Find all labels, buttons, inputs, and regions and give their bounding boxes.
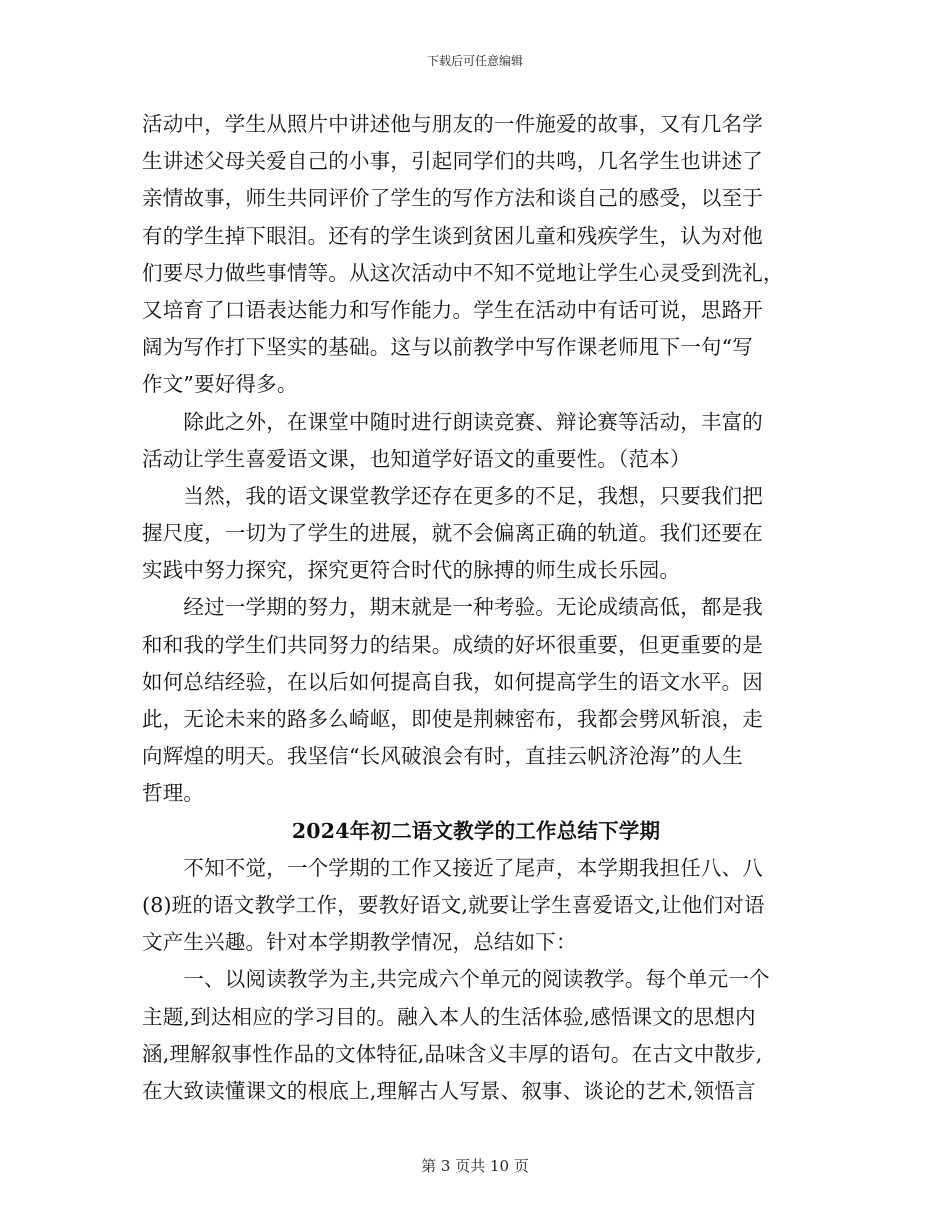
text-line: 实践中努力探究，探究更符合时代的脉搏的师生成长乐园。 [142,558,681,583]
text-line: 此，无论未来的路多么崎岖，即使是荆棘密布，我都会劈风斩浪，走 [142,707,763,731]
text-line: 向辉煌的明天。我坚信“长风破浪会有时，直挂云帆济沧海”的人生 [142,744,743,769]
text-line: 活动让学生喜爱语文课，也知道学好语文的重要性。（范本） [142,446,691,471]
page-header: 下载后可任意编辑 [426,54,523,68]
text-line: 和和我的学生们共同努力的结果。成绩的好坏很重要，但更重要的是 [142,632,763,657]
text-line: 当然，我的语文课堂教学还存在更多的不足，我想，只要我们把 [142,483,763,508]
text-line: 如何总结经验，在以后如何提高自我，如何提高学生的语文水平。因 [142,669,763,694]
text-line: 握尺度，一切为了学生的进展，就不会偏离正确的轨道。我们还要在 [142,521,763,546]
text-line: 不知不觉，一个学期的工作又接近了尾声，本学期我担任八、八 [142,855,763,880]
section-title: 2024年初二语文教学的工作总结下学期 [291,818,661,843]
text-line: 活动中，学生从照片中讲述他与朋友的一件施爱的故事，又有几名学 [142,112,763,136]
text-line: 在大致读懂课文的根底上,理解古人写景、叙事、谈论的艺术,领悟言 [142,1078,756,1103]
text-line: 们要尽力做些事情等。从这次活动中不知不觉地让学生心灵受到洗礼， [142,260,784,285]
text-line: 文产生兴趣。针对本学期教学情况，总结如下： [142,930,577,955]
text-line: 又培育了口语表达能力和写作能力。学生在活动中有话可说，思路开 [142,297,763,322]
text-line: 经过一学期的努力，期末就是一种考验。无论成绩高低，都是我 [142,595,763,620]
document-body [142,106,810,1110]
text-line: 一、以阅读教学为主,共完成六个单元的阅读教学。每个单元一个 [142,967,770,992]
text-line: 哲理。 [142,781,205,806]
text-line: 主题,到达相应的学习目的。融入本人的生活体验,感悟课文的思想内 [142,1004,756,1029]
text-line: 涵,理解叙事性作品的文体特征,品味含义丰厚的语句。在古文中散步, [142,1041,763,1066]
text-line: 有的学生掉下眼泪。还有的学生谈到贫困儿童和残疾学生，认为对他 [142,223,763,248]
text-line: 作文”要好得多。 [142,372,298,397]
text-line: 亲情故事，师生共同评价了学生的写作方法和谈自己的感受，以至于 [142,186,763,211]
text-line: 生讲述父母关爱自己的小事，引起同学们的共鸣，几名学生也讲述了 [142,149,763,174]
text-line: 阔为写作打下坚实的基础。这与以前教学中写作课老师甩下一句“写 [142,335,753,360]
text-line: 除此之外，在课堂中随时进行朗读竞赛、辩论赛等活动，丰富的 [142,409,763,434]
page-footer: 第 3 页共 10 页 [421,1157,529,1175]
text-line: (8)班的语文教学工作，要教好语文,就要让学生喜爱语文,让他们对语 [142,892,765,917]
